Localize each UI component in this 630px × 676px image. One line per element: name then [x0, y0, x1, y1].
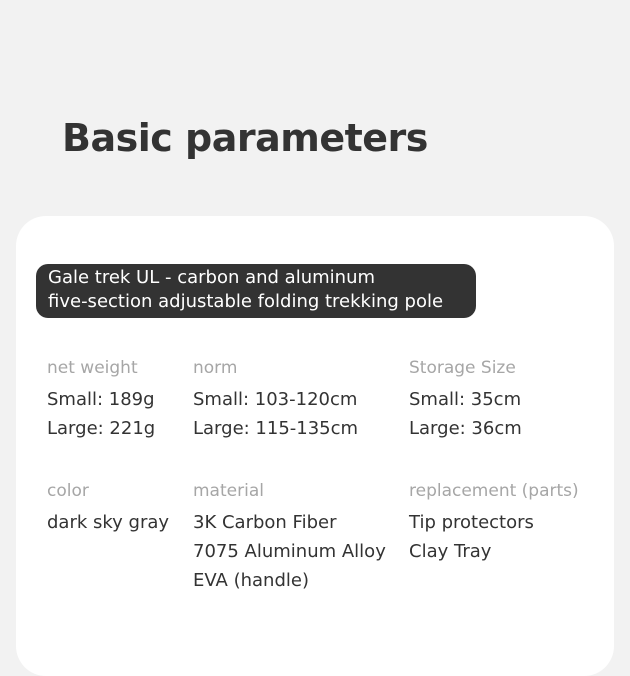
spec-color — [47, 479, 169, 537]
spec-value: EVA (handle) — [193, 570, 309, 591]
spec-value: 7075 Aluminum Alloy — [193, 541, 386, 562]
spec-label: color — [47, 481, 89, 501]
spec-label: replacement (parts) — [409, 481, 579, 501]
spec-label: Storage Size — [409, 358, 516, 378]
product-name-line1: Gale trek UL - carbon and aluminum — [48, 267, 376, 288]
spec-value: dark sky gray — [47, 512, 170, 533]
spec-storage-size — [409, 356, 522, 443]
spec-material — [193, 479, 386, 595]
spec-replacement-parts — [409, 479, 579, 566]
product-name-line2: five-section adjustable folding trekking pole — [48, 291, 444, 312]
page-title: Basic parameters — [62, 116, 428, 160]
spec-value: Tip protectors — [409, 512, 534, 533]
parameters-card — [16, 216, 614, 676]
product-name-badge — [36, 264, 476, 318]
spec-value: Large: 221g — [47, 418, 156, 439]
spec-label: net weight — [47, 358, 138, 378]
spec-label: material — [193, 481, 264, 501]
spec-value: 3K Carbon Fiber — [193, 512, 337, 533]
spec-value: Large: 36cm — [409, 418, 522, 439]
spec-value: Clay Tray — [409, 541, 492, 562]
spec-value: Small: 189g — [47, 389, 155, 410]
spec-value: Small: 35cm — [409, 389, 522, 410]
spec-norm — [193, 356, 358, 443]
spec-net-weight — [47, 356, 155, 443]
spec-value: Large: 115-135cm — [193, 418, 359, 439]
spec-label: norm — [193, 358, 238, 378]
spec-value: Small: 103-120cm — [193, 389, 358, 410]
